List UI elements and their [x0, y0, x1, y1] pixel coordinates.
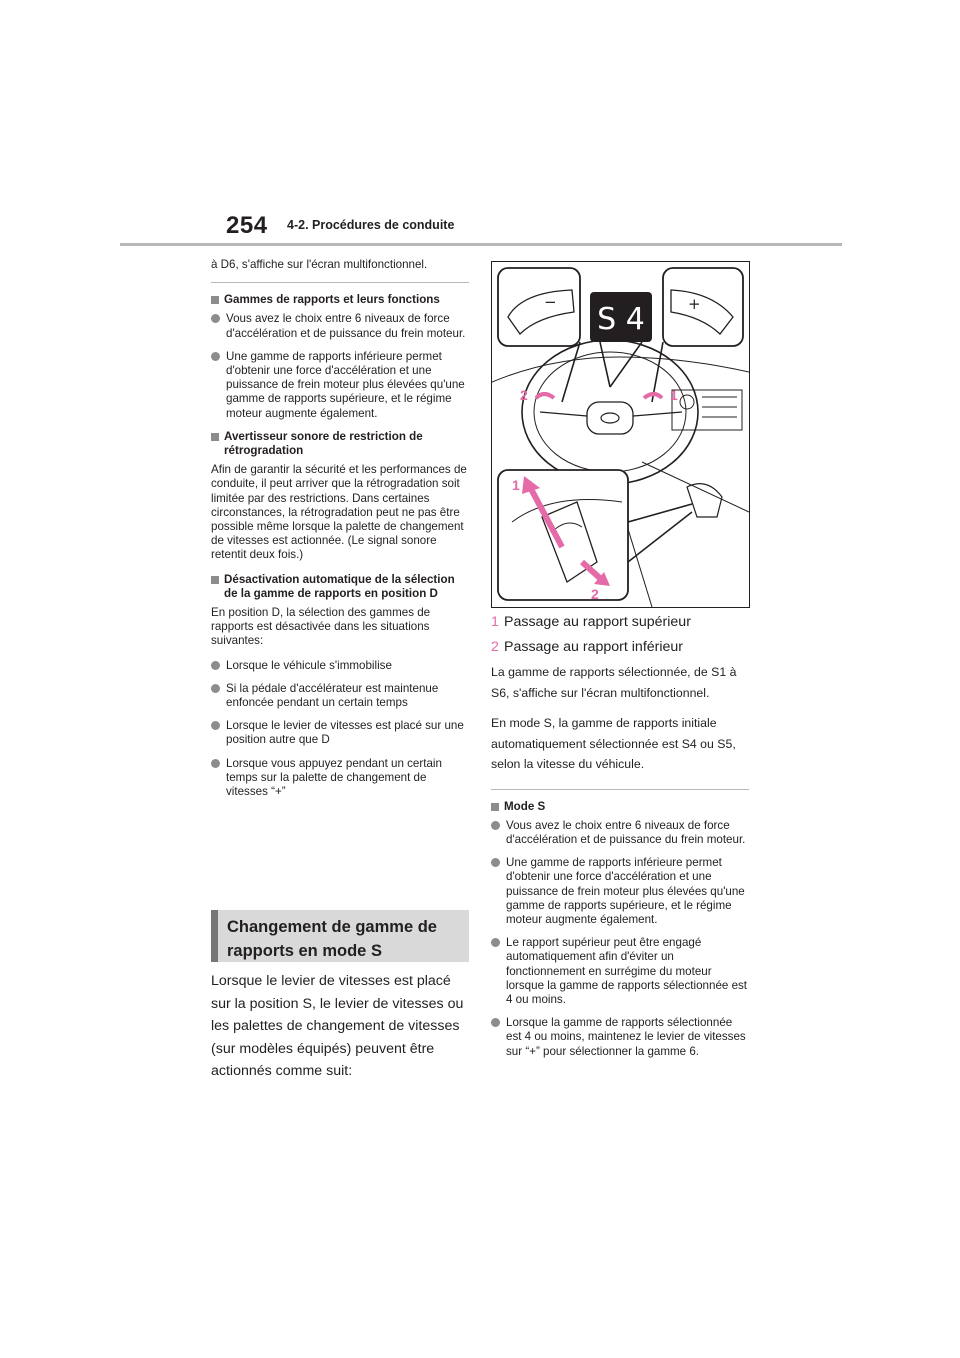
header-divider [120, 243, 842, 246]
subheading-text: Avertisseur sonore de restriction de rétrogradation [224, 429, 423, 458]
square-bullet-icon [211, 296, 219, 304]
square-bullet-icon [211, 433, 219, 441]
subheading-text: Gammes de rapports et leurs fonctions [224, 293, 440, 307]
intro-text: à D6, s'affiche sur l'écran multifonctionnel. [211, 258, 428, 271]
list-item [211, 312, 469, 340]
section-title: 4-2. Procédures de conduite [287, 218, 455, 232]
list-item [211, 757, 469, 800]
list-item [211, 350, 469, 421]
subheading-avertisseur [211, 430, 469, 458]
divider [211, 282, 469, 283]
body-paragraphs [491, 662, 749, 775]
logo-icon [601, 413, 619, 423]
list-item-text: Le rapport supérieur peut être engagé automatiquement afin d'éviter un fonctionnement en surrégime du moteur lorsque la gamme de rapports sélectionnée est 4 ou moins. [506, 936, 748, 1006]
paragraph: En mode S, la gamme de rapports initiale automatiquement sélectionnée est S4 ou S5, selon la vitesse du véhicule. [491, 716, 736, 771]
circle-bullet-icon [491, 1018, 500, 1027]
paragraph: En position D, la sélection des gammes de rapports est désactivée dans les situations suivantes: [211, 606, 431, 648]
square-bullet-icon [211, 576, 219, 584]
list-item-text: Vous avez le choix entre 6 niveaux de force d'accélération et de puissance du frein moteur. [226, 312, 466, 340]
list-item-text: Si la pédale d'accélérateur est maintenue enfoncée pendant un certain temps [226, 681, 439, 710]
list-item-text: Lorsque vous appuyez pendant un certain temps sur la palette de changement de vitesses “+” [226, 756, 442, 799]
circle-bullet-icon [211, 314, 220, 323]
label-2-top: 2 [520, 387, 528, 403]
list-item [211, 659, 469, 673]
square-bullet-icon [491, 803, 499, 811]
legend-number: 1 [491, 614, 499, 630]
list-item-text: Lorsque le levier de vitesses est placé sur une position autre que D [226, 719, 464, 747]
subheading-gammes [211, 293, 469, 307]
paragraph: La gamme de rapports sélectionnée, de S1 à S6, s'affiche sur l'écran multifonctionnel. [491, 665, 737, 700]
shift-illustration [491, 261, 750, 608]
shift-lever-small [687, 484, 722, 517]
list-item-text: Lorsque le véhicule s'immobilise [226, 658, 392, 672]
knob-icon [680, 395, 694, 409]
circle-bullet-icon [211, 352, 220, 361]
page-number: 254 [226, 212, 268, 239]
subheading-text: Désactivation automatique de la sélection de la gamme de rapports en position D [224, 572, 455, 600]
list-item-text: Vous avez le choix entre 6 niveaux de force d'accélération et de puissance du frein moteur. [506, 818, 746, 846]
legend-item [491, 612, 749, 632]
circle-bullet-icon [491, 821, 500, 830]
legend-item [491, 637, 749, 657]
plus-label: + [688, 295, 701, 313]
section-intro: Lorsque le levier de vitesses est placé sur la position S, le levier de vitesses ou les palettes de changement de vitesses (sur modèles équipés) peuvent être actionnés comme suit: [211, 973, 464, 1080]
list-item [491, 936, 749, 1007]
right-column [491, 612, 749, 1068]
list-item-text: Une gamme de rapports inférieure permet d'obtenir une force d'accélération et une puissance de frein moteur plus élevées qu'une gamme de rapports supérieure, et le régime moteur augmente également. [506, 856, 745, 926]
subheading-mode-s [491, 800, 749, 814]
circle-bullet-icon [211, 759, 220, 768]
list-item [491, 856, 749, 927]
subheading-text: Mode S [504, 799, 546, 813]
gear-display-text: S 4 [597, 302, 645, 337]
subheading-desactivation [211, 573, 469, 601]
paragraph: Afin de garantir la sécurité et les performances de conduite, il peut arriver que la rétrogradation soit limitée par des restrictions. Dans certaines circonstances, la rétrogradation peut ne pas être possible même lorsque la palette de changement de vitesses est actionnée. (Le signal sonore retentit deux fois.) [211, 463, 467, 562]
steering-hub [587, 402, 633, 434]
legend-number: 2 [491, 639, 499, 655]
circle-bullet-icon [211, 721, 220, 730]
plus-paddle-inset [663, 268, 743, 346]
label-2-bottom: 2 [591, 586, 599, 602]
list-item [491, 819, 749, 847]
list-item [211, 682, 469, 710]
left-column [211, 258, 469, 808]
legend-text: Passage au rapport inférieur [504, 639, 684, 655]
section-heading: Changement de gamme de rapports en mode S [227, 918, 437, 960]
list-item-text: Une gamme de rapports inférieure permet d'obtenir une force d'accélération et une puissance de frein moteur plus élevées qu'une gamme de rapports supérieure, et le régime moteur augmente également. [226, 349, 465, 420]
circle-bullet-icon [491, 858, 500, 867]
list-item [491, 1016, 749, 1059]
circle-bullet-icon [211, 661, 220, 670]
circle-bullet-icon [491, 938, 500, 947]
label-1-bottom: 1 [512, 477, 520, 493]
illustration-svg [492, 262, 749, 607]
minus-label: − [544, 293, 557, 311]
circle-bullet-icon [211, 684, 220, 693]
legend-text: Passage au rapport supérieur [504, 614, 691, 630]
section-heading-box [211, 910, 469, 962]
list-item [211, 719, 469, 747]
divider [491, 789, 749, 790]
list-item-text: Lorsque la gamme de rapports sélectionnée est 4 ou moins, maintenez le levier de vitesses sur “+” pour sélectionner la gamme 6. [506, 1016, 746, 1058]
label-1-top: 1 [670, 387, 678, 403]
downshift-paddle-arrow [536, 394, 554, 398]
minus-paddle-inset [498, 268, 580, 346]
steering-wheel-inner [534, 352, 686, 472]
